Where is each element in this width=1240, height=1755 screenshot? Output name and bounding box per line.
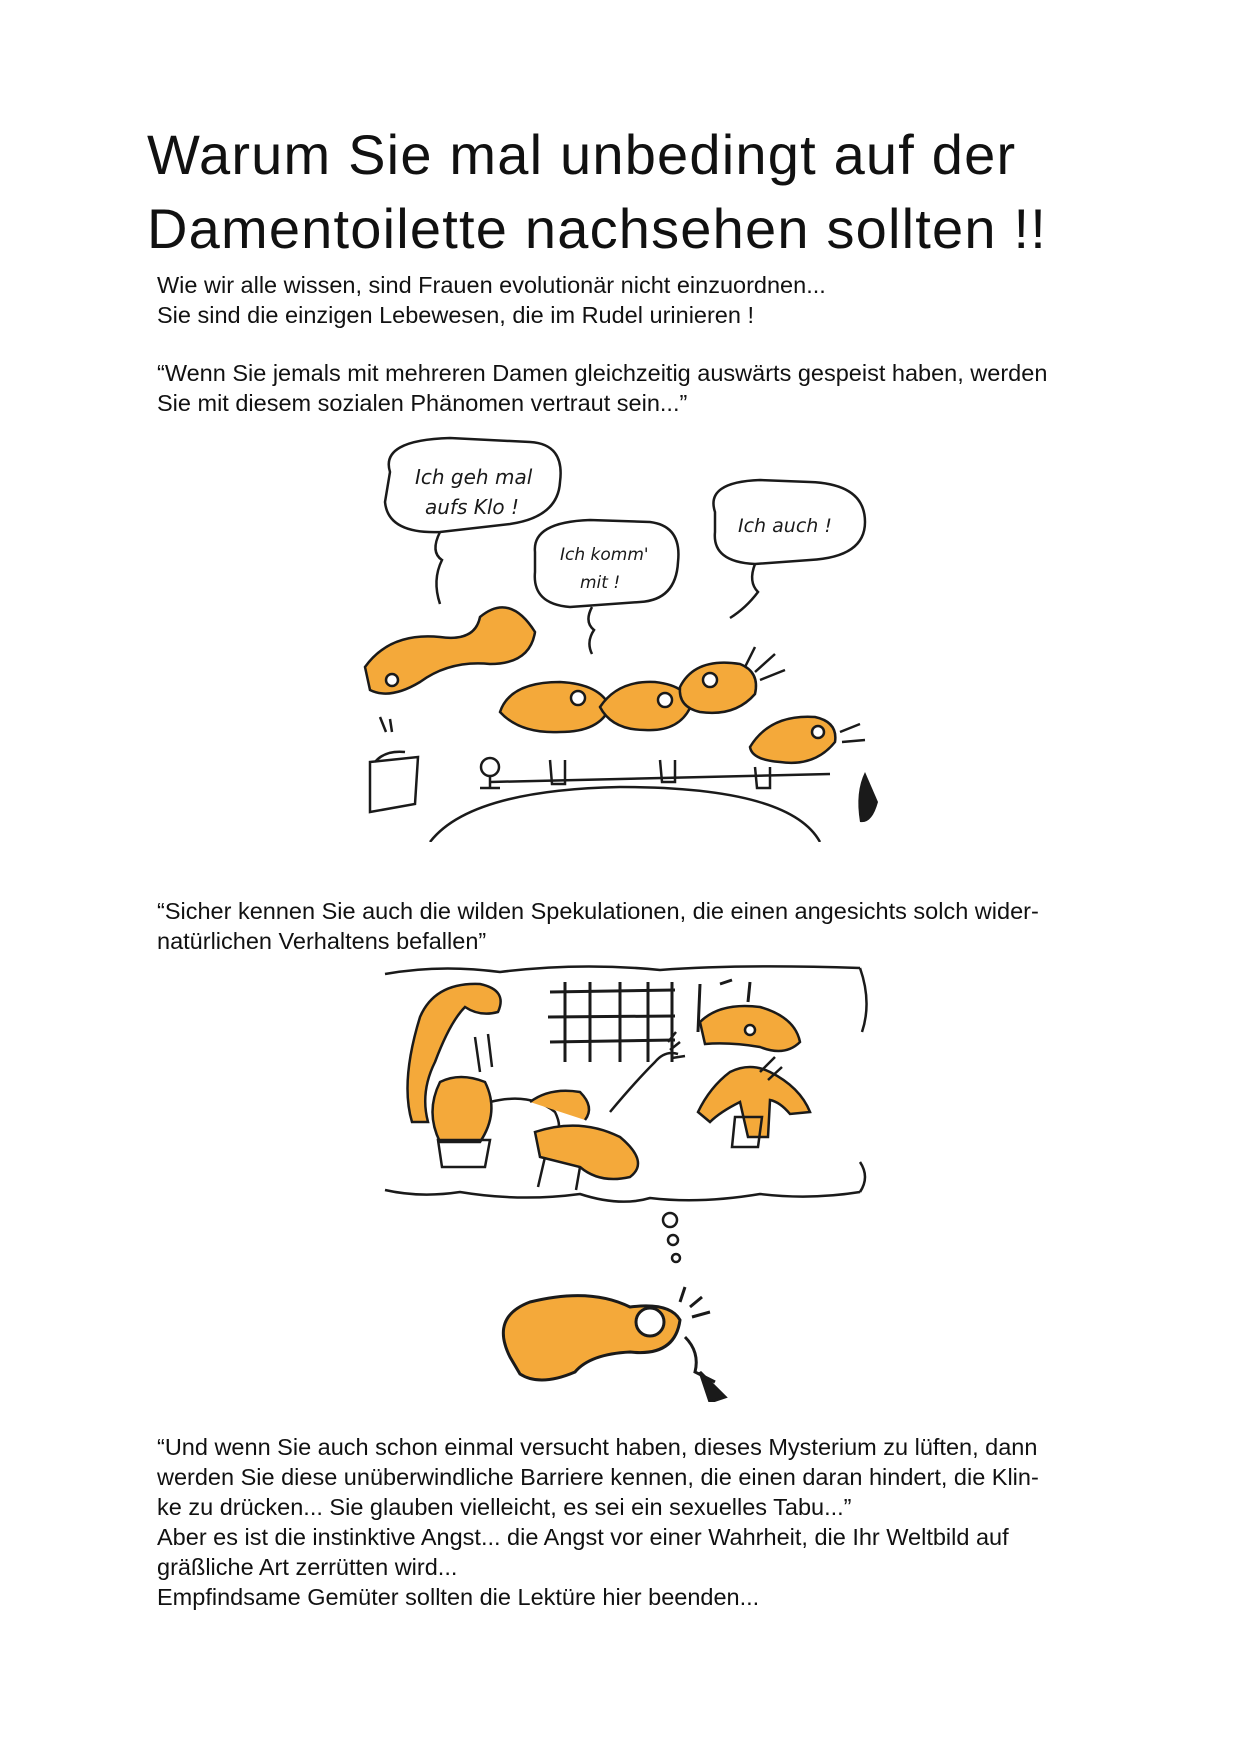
closing-paragraph xyxy=(157,1432,1132,1612)
table xyxy=(430,758,830,842)
title-line-1: Warum Sie mal unbedingt auf der xyxy=(147,123,1017,186)
cartoon-thought-bubble xyxy=(380,962,880,1402)
page-title xyxy=(147,118,1147,266)
figure-right xyxy=(698,1006,810,1147)
quote1-line-2: Sie mit diesem sozialen Phänomen vertraut sein...” xyxy=(157,390,688,416)
speech-bubble-3 xyxy=(713,480,865,618)
women-heads xyxy=(365,607,865,762)
quote2-line-1: “Sicher kennen Sie auch die wilden Spekulationen, die einen angesichts solch wider- xyxy=(157,898,1039,924)
figure-dreaming xyxy=(503,1287,725,1402)
bubble-1-line-2: aufs Klo ! xyxy=(425,495,520,519)
closing-line-4: Aber es ist die instinktive Angst... die Angst vor einer Wahrheit, die Ihr Weltbild auf xyxy=(157,1524,1009,1550)
closing-line-5: gräßliche Art zerrütten wird... xyxy=(157,1554,458,1580)
closing-line-6: Empfindsame Gemüter sollten die Lektüre hier beenden... xyxy=(157,1584,760,1610)
bubble-1-line-1: Ich geh mal xyxy=(415,465,533,489)
title-line-2: Damentoilette nachsehen sollten !! xyxy=(147,197,1047,260)
quote-paragraph-2 xyxy=(157,896,1132,956)
quote1-line-1: “Wenn Sie jemals mit mehreren Damen gleichzeitig auswärts gespeist haben, werden xyxy=(157,360,1048,386)
hair-right-edge xyxy=(858,772,878,822)
bubble-2-line-2: mit ! xyxy=(580,573,621,593)
quote2-line-2: natürlichen Verhaltens befallen” xyxy=(157,928,487,954)
bubble-2-line-1: Ich komm' xyxy=(560,545,649,565)
bubble-3-line-1: Ich auch ! xyxy=(738,515,832,537)
intro-paragraph xyxy=(157,270,1132,330)
quote-paragraph-1 xyxy=(157,358,1132,418)
intro-line-1: Wie wir alle wissen, sind Frauen evolutionär nicht einzuordnen... xyxy=(157,272,826,298)
closing-line-2: werden Sie diese unüberwindliche Barriere kennen, die einen daran hindert, die Klin- xyxy=(157,1464,1039,1490)
intro-line-2: Sie sind die einzigen Lebewesen, die im Rudel urinieren ! xyxy=(157,302,755,328)
chair xyxy=(370,717,418,812)
cartoon-restaurant-table xyxy=(360,432,880,842)
closing-line-1: “Und wenn Sie auch schon einmal versucht haben, dieses Mysterium zu lüften, dann xyxy=(157,1434,1038,1460)
closing-line-3: ke zu drücken... Sie glauben vielleicht, es sei ein sexuelles Tabu...” xyxy=(157,1494,852,1520)
